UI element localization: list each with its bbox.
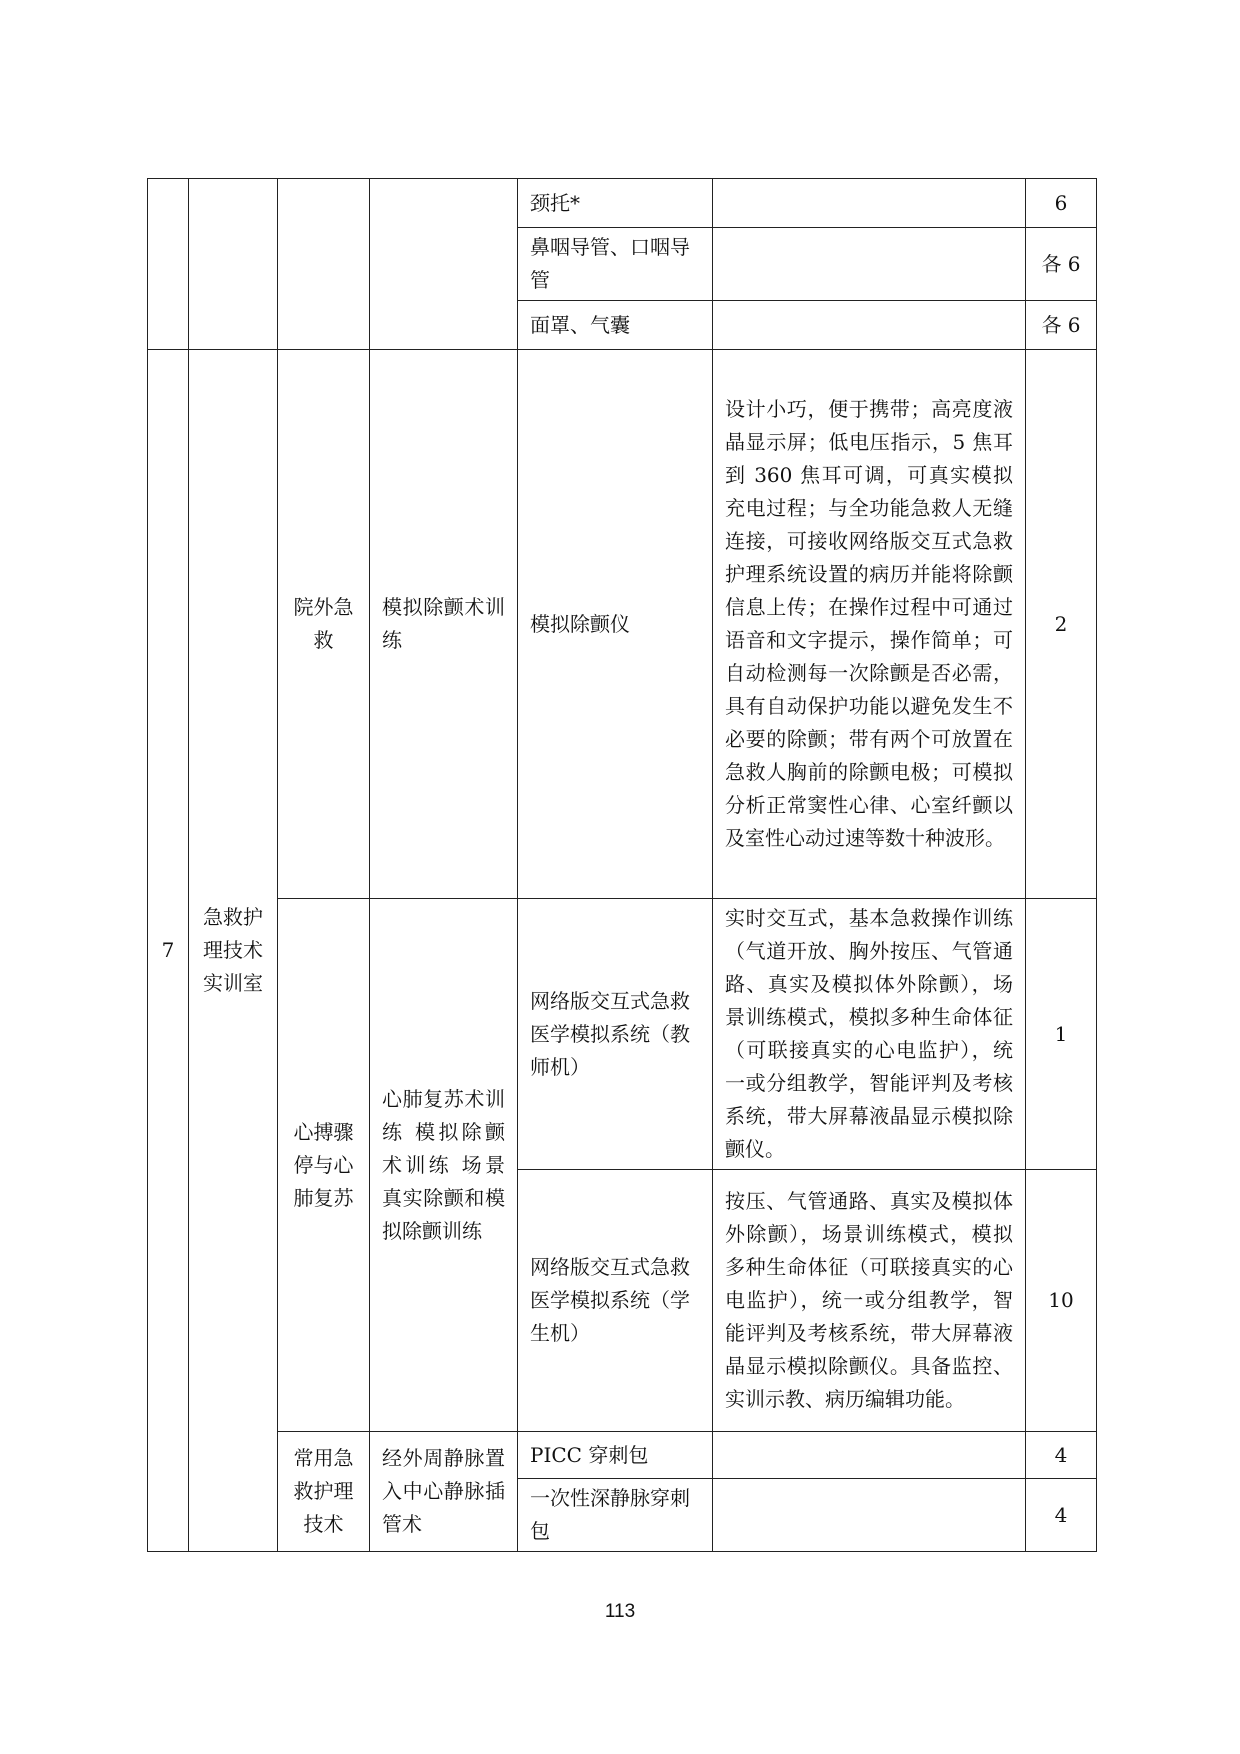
task-cell: 模拟除颤术训练 xyxy=(370,350,518,899)
table-row xyxy=(148,899,1097,1170)
table-row xyxy=(148,179,1097,228)
project-cell: 院外急救 xyxy=(278,350,370,899)
device-cell: 鼻咽导管、口咽导管 xyxy=(518,228,713,301)
spec-cell: 实时交互式，基本急救操作训练（气道开放、胸外按压、气管通路、真实及模拟体外除颤），场景训练模式，模拟多种生命体征（可联接真实的心电监护），统一或分组教学，智能评判及考核系统，带大屏幕液晶显示模拟除颤仪。 xyxy=(713,899,1026,1170)
spec-cell xyxy=(713,1479,1026,1552)
quantity-cell: 1 xyxy=(1026,899,1097,1170)
task-cell: 经外周静脉置入中心静脉插管术 xyxy=(370,1432,518,1552)
quantity-cell: 4 xyxy=(1026,1432,1097,1479)
quantity-cell: 10 xyxy=(1026,1170,1097,1432)
spec-cell xyxy=(713,179,1026,228)
device-cell: 模拟除颤仪 xyxy=(518,350,713,899)
table-row xyxy=(148,350,1097,899)
project-cell xyxy=(278,179,370,350)
equipment-table xyxy=(147,178,1097,1552)
device-cell: 面罩、气囊 xyxy=(518,301,713,350)
task-cell xyxy=(370,179,518,350)
device-cell: PICC 穿刺包 xyxy=(518,1432,713,1479)
spec-cell xyxy=(713,301,1026,350)
table-row xyxy=(148,1432,1097,1479)
spec-cell: 按压、气管通路、真实及模拟体外除颤），场景训练模式，模拟多种生命体征（可联接真实的心电监护），统一或分组教学，智能评判及考核系统，带大屏幕液晶显示模拟除颤仪。具备监控、实训示教、病历编辑功能。 xyxy=(713,1170,1026,1432)
task-cell: 心肺复苏术训练 模拟除颤术训练 场景真实除颤和模拟除颤训练 xyxy=(370,899,518,1432)
project-cell: 心搏骤停与心肺复苏 xyxy=(278,899,370,1432)
room-cell: 急救护理技术实训室 xyxy=(189,350,278,1552)
spec-cell xyxy=(713,228,1026,301)
page-number: 113 xyxy=(604,1601,636,1622)
quantity-cell: 6 xyxy=(1026,179,1097,228)
spec-cell: 设计小巧，便于携带；高亮度液晶显示屏；低电压指示，5 焦耳到 360 焦耳可调，可真实模拟充电过程；与全功能急救人无缝连接，可接收网络版交互式急救护理系统设置的病历并能将除颤信息上传；在操作过程中可通过语音和文字提示，操作简单；可自动检测每一次除颤是否必需，具有自动保护功能以避免发生不必要的除颤；带有两个可放置在急救人胸前的除颤电极；可模拟分析正常窦性心律、心室纤颤以及室性心动过速等数十种波形。 xyxy=(713,350,1026,899)
device-cell: 颈托* xyxy=(518,179,713,228)
quantity-cell: 各 6 xyxy=(1026,301,1097,350)
quantity-cell: 4 xyxy=(1026,1479,1097,1552)
number-cell xyxy=(148,179,189,350)
spec-cell xyxy=(713,1432,1026,1479)
device-cell: 网络版交互式急救医学模拟系统（教师机） xyxy=(518,899,713,1170)
room-cell xyxy=(189,179,278,350)
quantity-cell: 2 xyxy=(1026,350,1097,899)
device-cell: 网络版交互式急救医学模拟系统（学生机） xyxy=(518,1170,713,1432)
quantity-cell: 各 6 xyxy=(1026,228,1097,301)
number-cell: 7 xyxy=(148,350,189,1552)
project-cell: 常用急救护理技术 xyxy=(278,1432,370,1552)
device-cell: 一次性深静脉穿刺包 xyxy=(518,1479,713,1552)
